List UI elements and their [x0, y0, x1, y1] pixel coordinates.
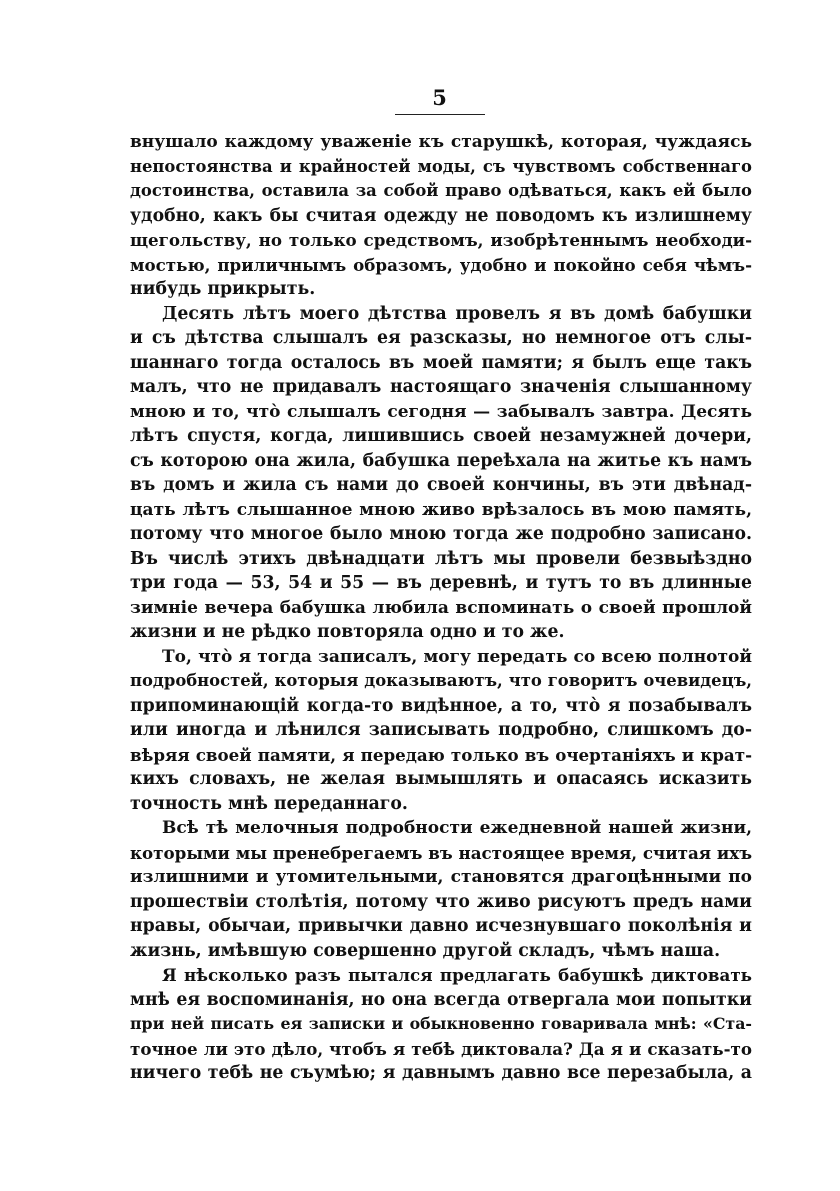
text-body — [130, 130, 752, 1086]
text-line: въ домъ и жила съ нами до своей кончины, въ эти двѣнад- — [130, 475, 752, 495]
text-line: непостоянства и крайностей моды, съ чувствомъ собственнаго — [130, 156, 752, 176]
text-line: цать лѣтъ слышанное мною живо врѣзалось въ мою память, — [130, 499, 752, 520]
text-line: потому что многое было мною тогда же подробно записано. — [130, 524, 752, 544]
text-line: при ней писать ея записки и обыкновенно говаривала мнѣ: «Ста- — [130, 1014, 752, 1033]
text-line: Всѣ тѣ мелочныя подробности ежедневной нашей жизни, — [162, 818, 752, 838]
page-number: 5 — [432, 85, 448, 110]
text-line: которыми мы пренебрегаемъ въ настоящее время, считая ихъ — [130, 842, 752, 863]
text-line: ничего тебѣ не съумѣю; я давнымъ давно все перезабыла, а — [130, 1063, 752, 1083]
text-line: щегольству, но только средствомъ, изобрѣтеннымъ необходи- — [130, 230, 752, 250]
text-line: жизни и не рѣдко повторяла одно и то же. — [130, 622, 565, 642]
text-line: Десять лѣтъ моего дѣтства провелъ я въ домѣ бабушки — [162, 303, 752, 324]
text-line: прошествіи столѣтія, потому что живо рисуютъ предъ нами — [130, 891, 752, 912]
text-line: и съ дѣтства слышалъ ея разсказы, но немногое отъ слы- — [130, 328, 752, 348]
text-line: точность мнѣ переданнаго. — [130, 793, 408, 814]
text-line: нравы, обычаи, привычки давно исчезнувшаго поколѣнія и — [130, 916, 752, 936]
text-line: мною и то, что̀ слышалъ сегодня — забывалъ завтра. Десять — [130, 401, 752, 422]
text-line: малъ, что не придавалъ настоящаго значенія слышанному — [130, 377, 752, 397]
text-line: или иногда и лѣнился записывать подробно, слишкомъ до- — [130, 720, 752, 740]
text-line: мнѣ ея воспоминанія, но она всегда отвергала мои попытки — [130, 989, 752, 1010]
text-line: съ которою она жила, бабушка переѣхала на житье къ намъ — [130, 450, 752, 471]
text-line: нибудь прикрыть. — [130, 279, 316, 299]
text-line: подробностей, которыя доказываютъ, что говоритъ очевидецъ, — [130, 671, 752, 690]
text-line: точное ли это дѣло, чтобъ я тебѣ диктовала? Да я и сказать-то — [130, 1038, 752, 1059]
text-line: вѣряя своей памяти, я передаю только въ очертаніяхъ и крат- — [130, 744, 752, 765]
text-line: жизнь, имѣвшую совершенно другой складъ, чѣмъ наша. — [130, 940, 721, 961]
text-line: три года — 53, 54 и 55 — въ деревнѣ, и тутъ то въ длинные — [130, 573, 752, 593]
text-line: мостью, приличнымъ образомъ, удобно и покойно себя чѣмъ- — [130, 254, 752, 275]
text-line: шаннаго тогда осталось въ моей памяти; я былъ еще такъ — [130, 352, 752, 373]
text-line: лѣтъ спустя, когда, лишившись своей незамужней дочери, — [130, 426, 752, 446]
text-line: удобно, какъ бы считая одежду не поводомъ къ излишнему — [130, 205, 752, 226]
page-number-rule — [395, 114, 485, 115]
text-line: Я нѣсколько разъ пытался предлагать бабушкѣ диктовать — [162, 965, 752, 985]
text-line: излишними и утомительными, становятся драгоцѣнными по — [130, 867, 752, 887]
text-line: зимніе вечера бабушка любила вспоминать о своей прошлой — [130, 597, 752, 618]
text-line: достоинства, оставила за собой право одѣваться, какъ ей было — [130, 181, 752, 200]
text-line: Въ числѣ этихъ двѣнадцати лѣтъ мы провели безвыѣздно — [130, 548, 752, 569]
text-line: припоминающій когда-то видѣнное, а то, что̀ я позабывалъ — [130, 695, 752, 716]
text-line: кихъ словахъ, не желая вымышлять и опасаясь исказить — [130, 769, 752, 789]
text-line: внушало каждому уваженіе къ старушкѣ, которая, чуждаясь — [130, 132, 752, 152]
text-line: То, что̀ я тогда записалъ, могу передать со всею полнотой — [162, 646, 752, 667]
